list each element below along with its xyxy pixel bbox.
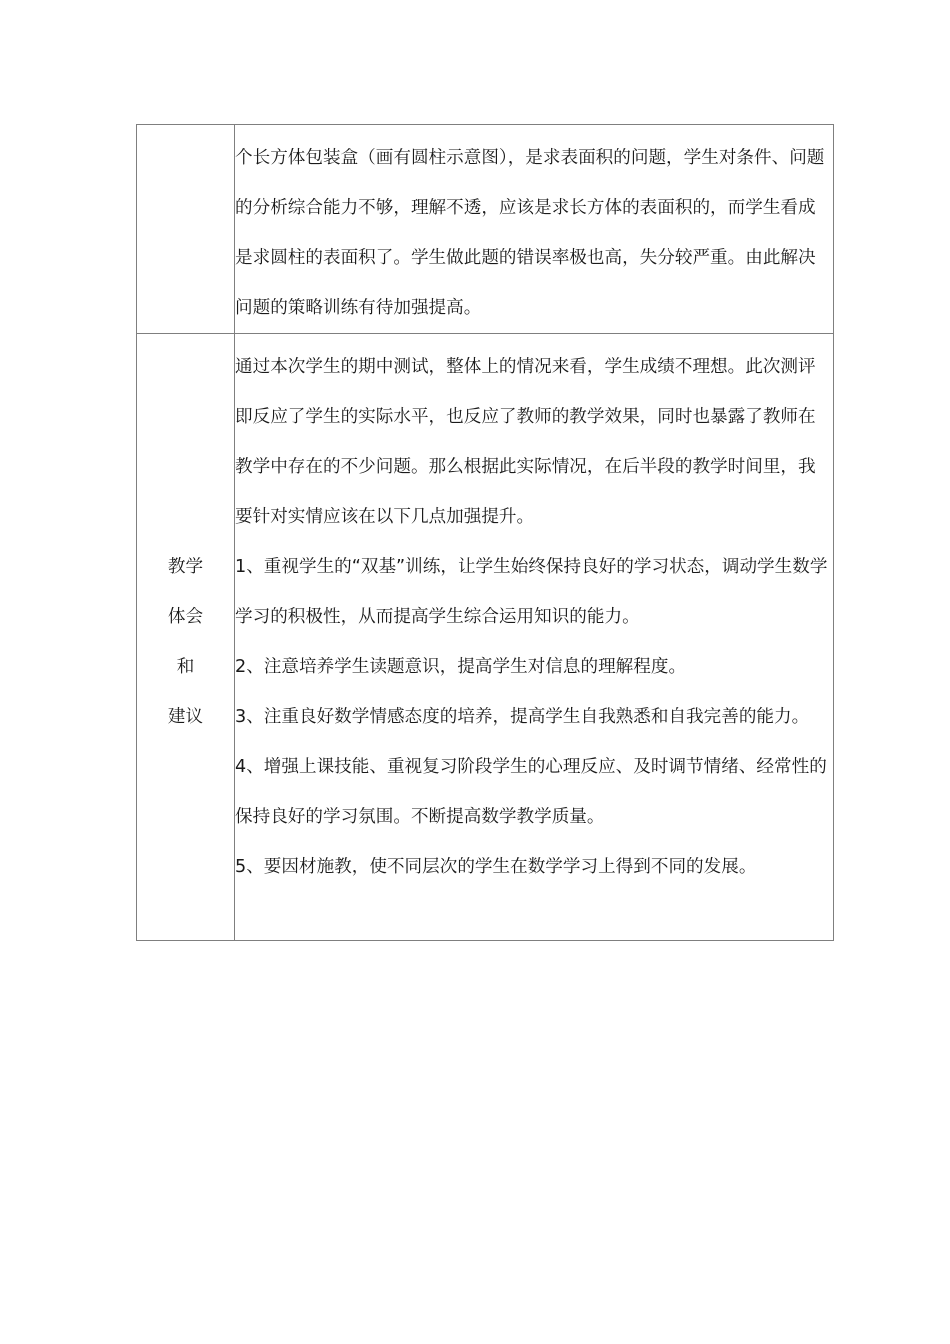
summary-paragraph: 通过本次学生的期中测试，整体上的情况来看，学生成绩不理想。此次测评即反应了学生的实际水平，也反应了教师的教学效果，同时也暴露了教师在教学中存在的不少问题。那么根据此实际情况，在后半段的教学时间里，我要针对实情应该在以下几点加强提升。 xyxy=(235,357,816,527)
row-label-line: 建议 xyxy=(167,707,204,727)
table-row xyxy=(137,334,834,941)
suggestions-content-cell xyxy=(235,334,834,941)
suggestion-item: 5、要因材施教，使不同层次的学生在数学学习上得到不同的发展。 xyxy=(235,857,757,877)
table-row xyxy=(137,125,834,334)
evaluation-table xyxy=(136,124,834,941)
suggestion-item: 1、重视学生的“双基”训练，让学生始终保持良好的学习状态，调动学生数学学习的积极性，从而提高学生综合运用知识的能力。 xyxy=(235,557,828,627)
row-label-cell xyxy=(137,125,235,334)
suggestion-item: 2、注意培养学生读题意识，提高学生对信息的理解程度。 xyxy=(235,657,687,677)
suggestion-item: 3、注重良好数学情感态度的培养，提高学生自我熟悉和自我完善的能力。 xyxy=(235,707,810,727)
row-label-line: 体会 xyxy=(167,607,204,627)
row-label-line: 教学 xyxy=(167,557,204,577)
row-label-cell xyxy=(137,334,235,941)
analysis-paragraph: 个长方体包装盒（画有圆柱示意图），是求表面积的问题，学生对条件、问题的分析综合能力不够，理解不透，应该是求长方体的表面积的，而学生看成是求圆柱的表面积了。学生做此题的错误率极也高，失分较严重。由此解决问题的策略训练有待加强提高。 xyxy=(235,148,825,318)
row-label-line: 和 xyxy=(176,657,195,677)
suggestion-item: 4、增强上课技能、重视复习阶段学生的心理反应、及时调节情绪、经常性的保持良好的学习氛围。不断提高数学教学质量。 xyxy=(235,757,827,827)
analysis-content-cell xyxy=(235,125,834,334)
